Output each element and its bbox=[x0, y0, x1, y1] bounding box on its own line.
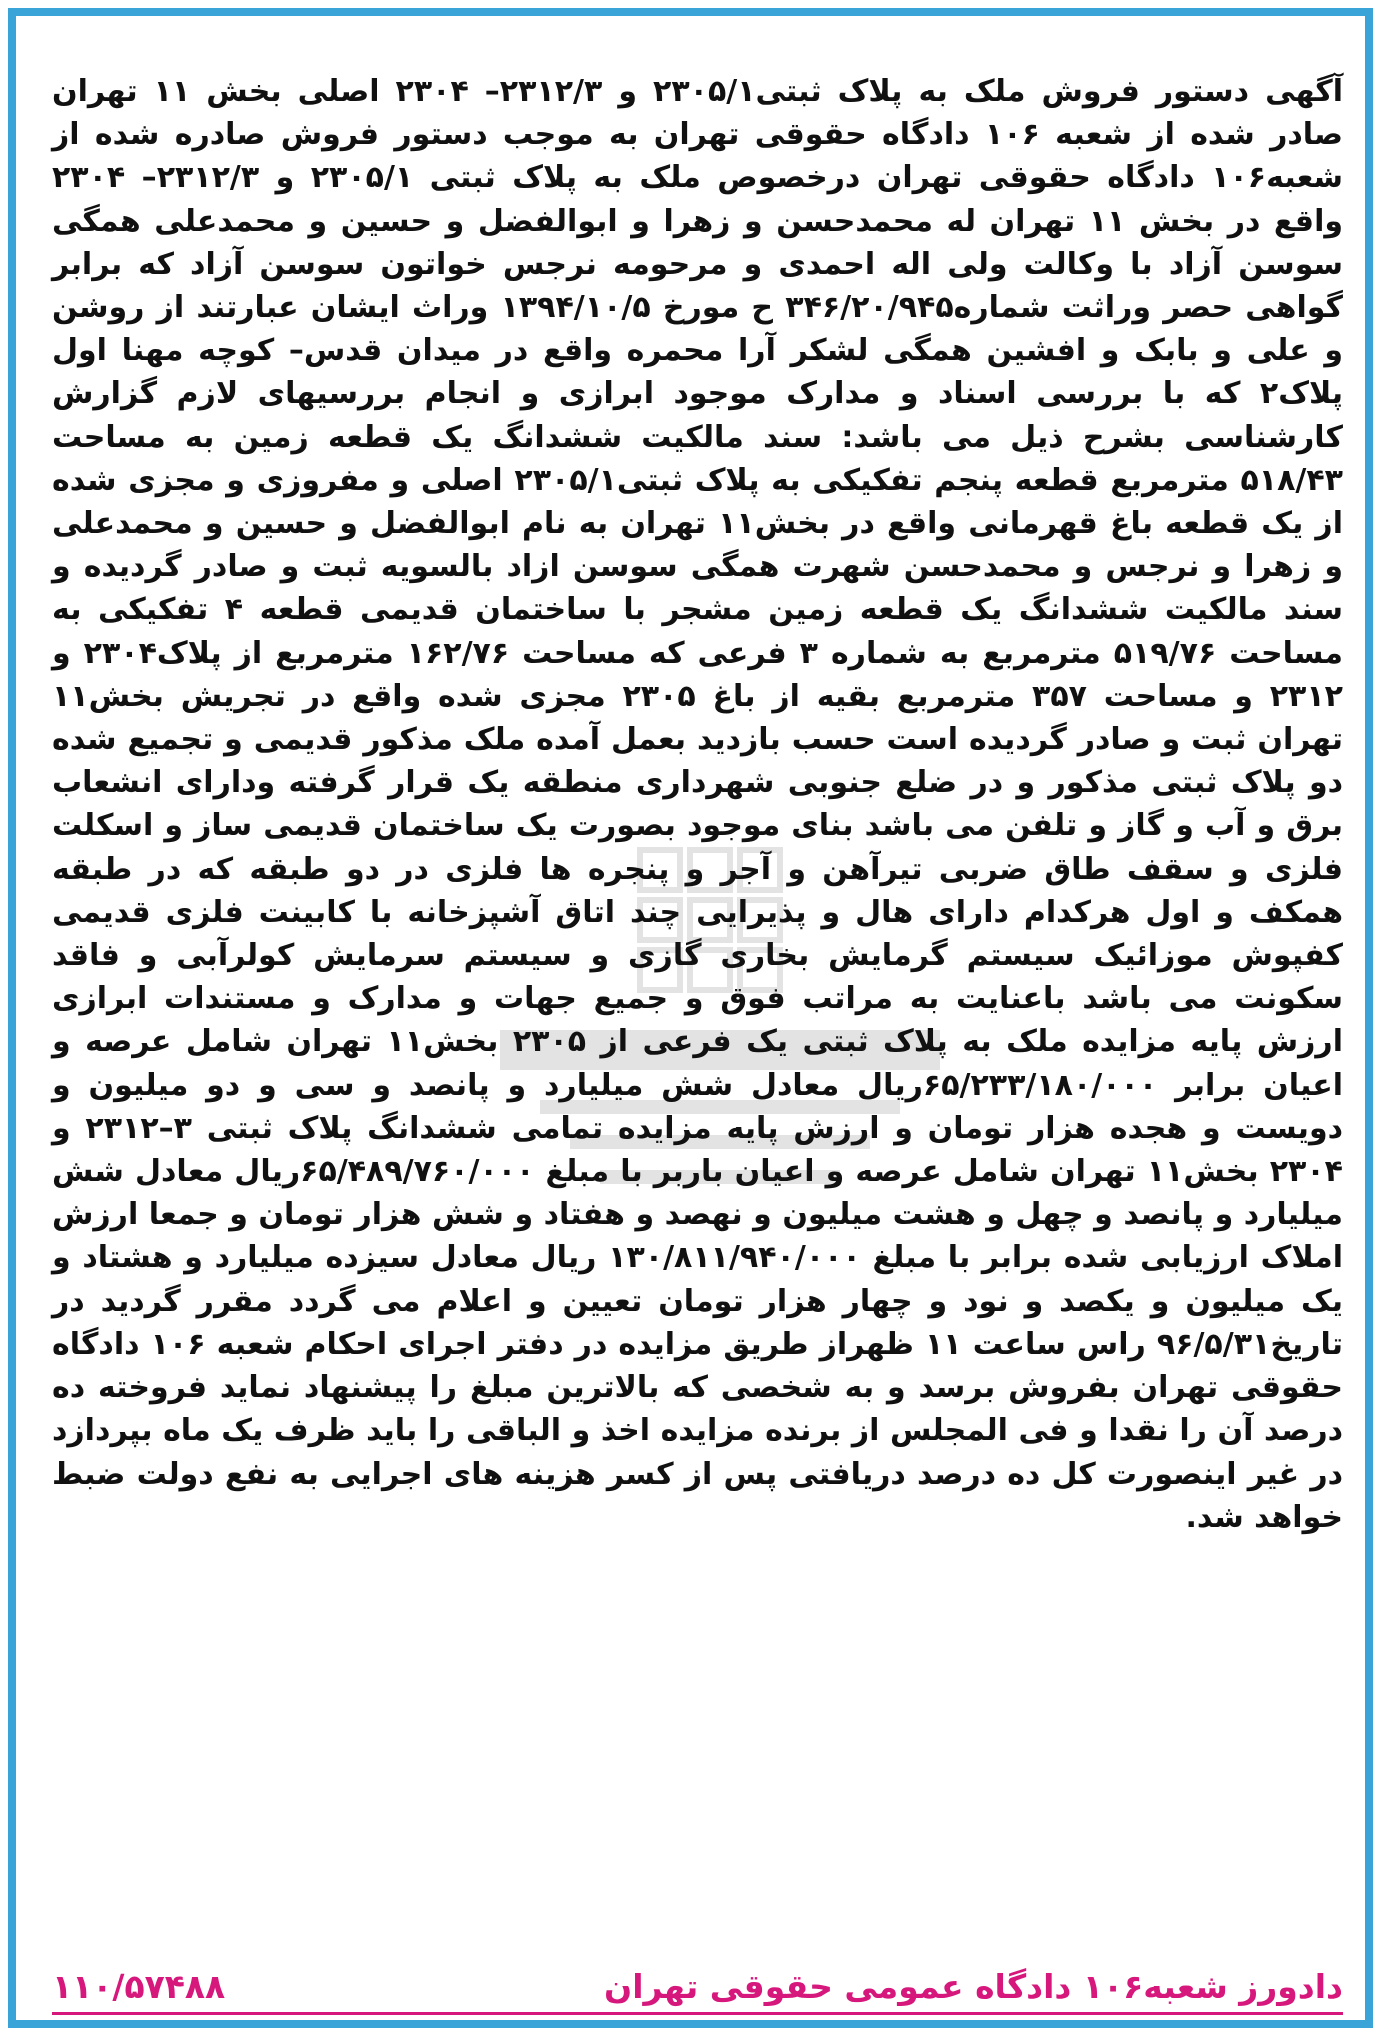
notice-body-text: آگهی دستور فروش ملک به پلاک ثبتی۲۳۰۵/۱ و ۲۳۱۲/۳– ۲۳۰۴ اصلی بخش ۱۱ تهران صادر شده از شعبه ۱۰۶ دادگاه حقوقی تهران به موجب دستور فروش صادره شده از شعبه۱۰۶ دادگاه حقوقی تهران درخصوص ملک به پلاک ثبتی ۲۳۰۵/۱ و ۲۳۱۲/۳– ۲۳۰۴ واقع در بخش ۱۱ تهران له محمدحسن و زهرا و ابوالفضل و حسین و محمدعلی همگی سوسن آزاد با وکالت ولی اله احمدی و مرحومه نرجس خواتون سوسن آزاد که برابر گواهی حصر وراثت شماره۳۴۶/۲۰/۹۴۵ ح مورخ ۱۳۹۴/۱۰/۵ وراث ایشان عبارتند از روشن و علی و بابک و افشین همگی لشکر آرا محمره واقع در میدان قدس– کوچه مهنا اول پلاک۲ که با بررسی اسناد و مدارک موجود ابرازی و انجام بررسیهای لازم گزارش کارشناسی بشرح ذیل می باشد: سند مالکیت ششدانگ یک قطعه زمین به مساحت ۵۱۸/۴۳ مترمربع قطعه پنجم تفکیکی به پلاک ثبتی۲۳۰۵/۱ اصلی و مفروزی و مجزی شده از یک قطعه باغ قهرمانی واقع در بخش۱۱ تهران به نام ابوالفضل و حسین و محمدعلی و زهرا و نرجس و محمدحسن شهرت همگی سوسن ازاد بالسویه ثبت و صادر گردیده و سند مالکیت ششدانگ یک قطعه زمین مشجر با ساختمان قدیمی قطعه ۴ تفکیکی به مساحت ۵۱۹/۷۶ مترمربع به شماره ۳ فرعی که مساحت ۱۶۲/۷۶ مترمربع از پلاک۲۳۰۴ و ۲۳۱۲ و مساحت ۳۵۷ مترمربع بقیه از باغ ۲۳۰۵ مجزی شده واقع در تجریش بخش۱۱ تهران ثبت و صادر گردیده است حسب بازدید بعمل آمده ملک مذکور قدیمی و تجمیع شده دو پلاک ثبتی مذکور و در ضلع جنوبی شهرداری منطقه یک قرار گرفته ودارای انشعاب برق و آب و گاز و تلفن می باشد بنای موجود بصورت یک ساختمان قدیمی ساز و اسکلت فلزی و سقف طاق ضربی تیرآهن و آجر و پنجره ها فلزی در دو طبقه که در طبقه همکف و اول هرکدام دارای هال و پذیرایی چند اتاق آشپزخانه با کابینت فلزی قدیمی کفپوش موزائیک سیستم گرمایش بخاری گازی و سیستم سرمایش کولرآبی و فاقد سکونت می باشد باعنایت به مراتب فوق و جمیع جهات و مدارک و مستندات ابرازی ارزش پایه مزایده ملک به پلاک ثبتی یک فرعی از ۲۳۰۵ بخش۱۱ تهران شامل عرصه و اعیان برابر ۶۵/۲۳۳/۱۸۰/۰۰۰ریال معادل شش میلیارد و پانصد و سی و دو میلیون و دویست و هجده هزار تومان و ارزش پایه مزایده تمامی ششدانگ پلاک ثبتی ۳–۲۳۱۲ و ۲۳۰۴ بخش۱۱ تهران شامل عرصه و اعیان باربر با مبلغ ۶۵/۴۸۹/۷۶۰/۰۰۰ریال معادل شش میلیارد و پانصد و چهل و هشت میلیون و نهصد و هفتاد و شش هزار تومان و جمعا ارزش املاک ارزیابی شده برابر با مبلغ ۱۳۰/۸۱۱/۹۴۰/۰۰۰ ریال معادل سیزده میلیارد و هشتاد و یک میلیون و یکصد و نود و چهار هزار تومان تعیین و اعلام می گردد مقرر گردید در تاریخ۹۶/۵/۳۱ راس ساعت ۱۱ ظهراز طریق مزایده در دفتر اجرای احکام شعبه ۱۰۶ دادگاه حقوقی تهران بفروش برسد و به شخصی که بالاترین مبلغ را پیشنهاد نماید فروخته ده درصد آن را نقدا و فی المجلس از برنده مزایده اخذ و الباقی را باید ظرف یک ماه بپردازد در غیر اینصورت کل ده درصد دریافتی پس از کسر هزینه های اجرایی به نفع دولت ضبط خواهد شد. bbox=[52, 74, 1344, 1535]
footer-notice-number: ۱۱۰/۵۷۴۸۸ bbox=[52, 1966, 226, 2006]
notice-footer bbox=[52, 1960, 1343, 2012]
footer-divider bbox=[52, 2012, 1343, 2015]
footer-court-signature: دادورز شعبه۱۰۶ دادگاه عمومی حقوقی تهران bbox=[604, 1966, 1343, 2006]
